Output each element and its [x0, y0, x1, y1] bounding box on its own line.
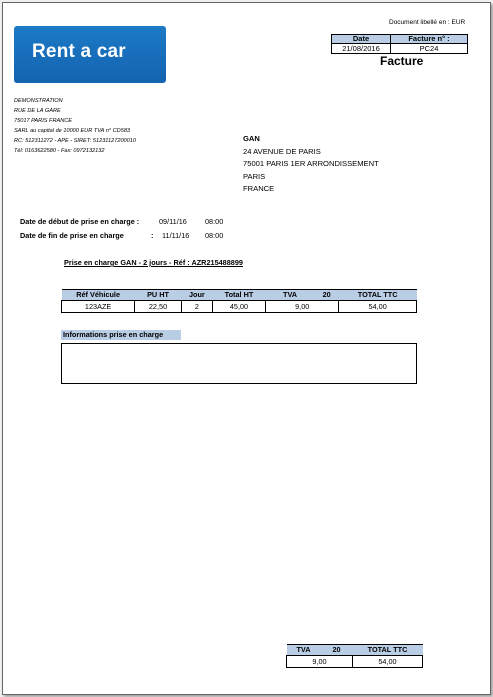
- column-header: TOTAL TTC: [339, 290, 417, 301]
- column-header: PU HT: [135, 290, 182, 301]
- company-logo: [14, 26, 166, 83]
- totals-header-row: [287, 645, 423, 656]
- column-header: 20: [314, 290, 338, 301]
- totals-header: TOTAL TTC: [353, 645, 423, 656]
- invoice-date-value: 21/08/2016: [332, 44, 391, 54]
- invoice-lines-table: [61, 289, 417, 313]
- company-line: SARL au capital de 10000 EUR TVA n° CD583: [14, 128, 131, 134]
- company-line: RC: 512311272 - APE - SIRET: 51231127200010: [14, 138, 137, 144]
- end-time-value: 08:00: [205, 231, 224, 240]
- cell-total-ht: 45,00: [212, 301, 265, 313]
- info-section-box: [61, 343, 417, 384]
- recipient-line: 75001 PARIS 1ER ARRONDISSEMENT: [243, 159, 379, 168]
- totals-header: 20: [321, 645, 353, 656]
- invoice-number-value: PC24: [391, 44, 468, 54]
- document-title: Facture: [380, 54, 424, 68]
- logo-text: Rent a car: [32, 41, 126, 62]
- total-tva-value: 9,00: [287, 656, 353, 668]
- recipient-line: PARIS: [243, 171, 266, 181]
- column-header: Jour: [181, 290, 212, 301]
- date-header: Date: [332, 35, 391, 44]
- cell-unit-price: 22,50: [135, 301, 182, 313]
- totals-table: [286, 644, 423, 668]
- coverage-title: Prise en charge GAN - 2 jours - Réf : AZR215488899: [64, 258, 243, 267]
- invoice-number-header: Facture n° :: [391, 35, 468, 44]
- company-address: [14, 96, 136, 156]
- end-date-value: 11/11/16: [162, 231, 190, 240]
- column-header: Réf Véhicule: [62, 290, 135, 301]
- company-line: DEMONSTRATION: [14, 98, 63, 104]
- company-line: Tél: 0163622580 - Fax: 0972132132: [14, 148, 105, 154]
- recipient-line: 24 AVENUE DE PARIS: [243, 146, 321, 156]
- cell-total-ttc: 54,00: [339, 301, 417, 313]
- start-time-value: 08:00: [205, 217, 224, 226]
- totals-header: TVA: [287, 645, 321, 656]
- invoice-date-number-table: [331, 34, 468, 54]
- column-header: TVA: [266, 290, 315, 301]
- info-section-title: Informations prise en charge: [61, 330, 181, 340]
- start-date-label: Date de début de prise en charge :: [20, 217, 140, 226]
- table-header-row: [62, 290, 417, 301]
- column-header: Total HT: [212, 290, 265, 301]
- cell-days: 2: [181, 301, 212, 313]
- company-line: 75017 PARIS FRANCE: [14, 118, 73, 124]
- total-ttc-value: 54,00: [353, 656, 423, 668]
- end-date-label: Date de fin de prise en charge: [20, 231, 124, 240]
- company-line: RUE DE LA GARE: [14, 108, 61, 114]
- recipient-address: [243, 133, 379, 196]
- recipient-line: FRANCE: [243, 184, 275, 193]
- currency-note: Document libellé en : EUR: [389, 19, 466, 26]
- invoice-page: [2, 2, 491, 695]
- end-date-separator: :: [151, 231, 154, 240]
- cell-tva: 9,00: [266, 301, 339, 313]
- recipient-name: GAN: [243, 134, 260, 143]
- totals-row: [287, 656, 423, 668]
- table-row: [62, 301, 417, 313]
- cell-vehicle-ref: 123AZE: [62, 301, 135, 313]
- start-date-value: 09/11/16: [159, 217, 187, 226]
